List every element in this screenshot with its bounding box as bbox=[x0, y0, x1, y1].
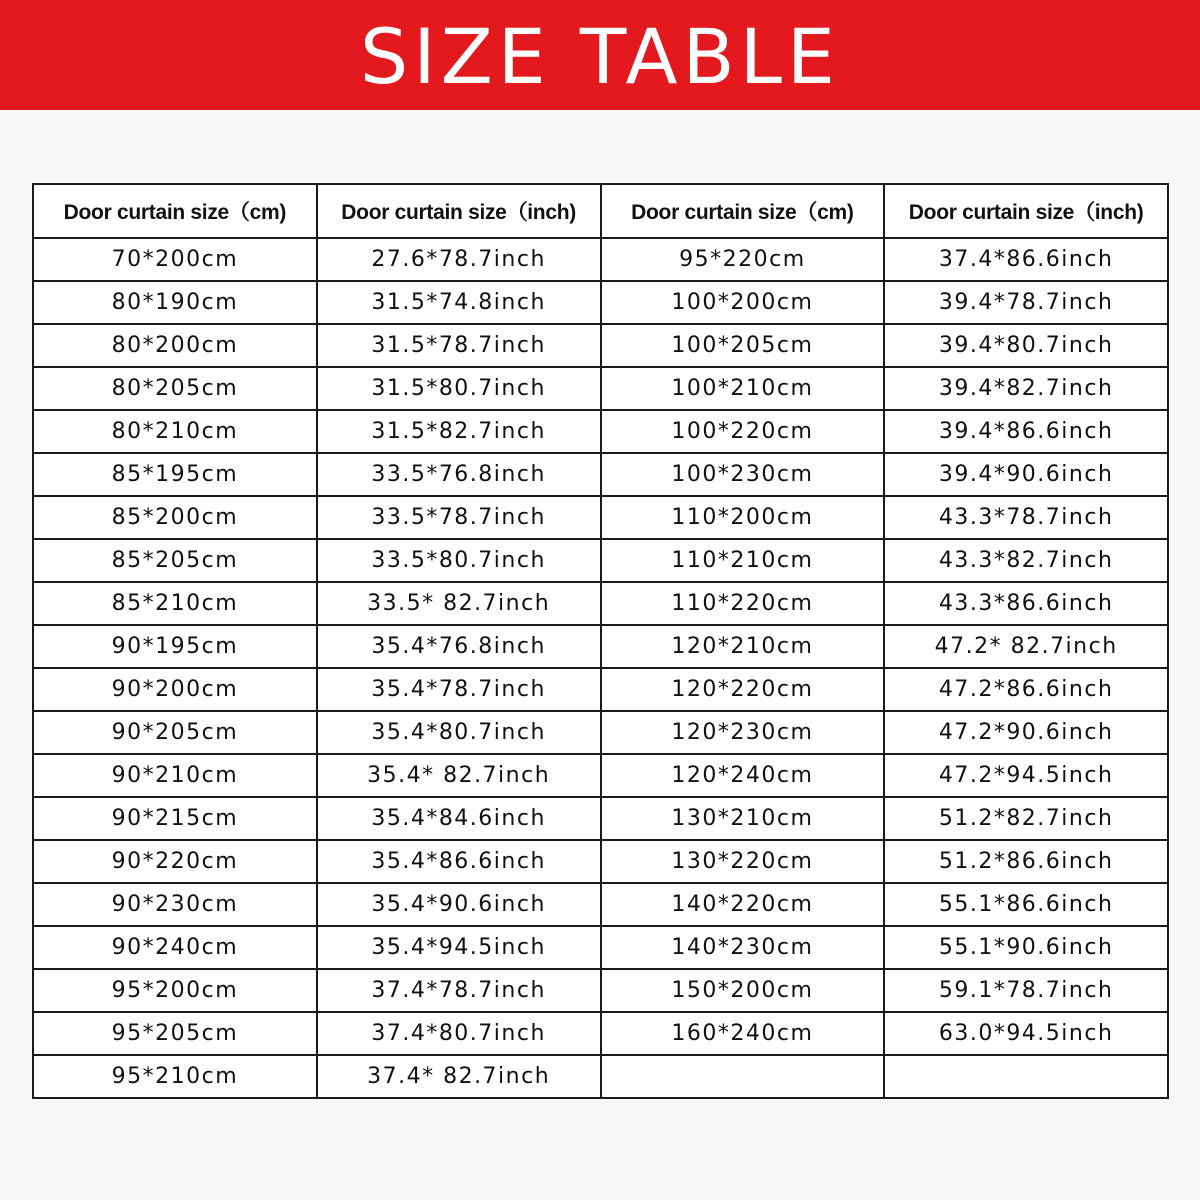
cell-inch-1: 33.5* 82.7inch bbox=[317, 582, 601, 625]
table-row bbox=[33, 1055, 1168, 1098]
cell-cm-1: 85*200cm bbox=[33, 496, 317, 539]
table-row bbox=[33, 883, 1168, 926]
cell-cm-1: 85*195cm bbox=[33, 453, 317, 496]
cell-cm-2: 130*220cm bbox=[601, 840, 885, 883]
cell-inch-1: 31.5*80.7inch bbox=[317, 367, 601, 410]
table-row bbox=[33, 754, 1168, 797]
table-row bbox=[33, 496, 1168, 539]
size-table bbox=[32, 183, 1169, 1099]
cell-inch-1: 35.4* 82.7inch bbox=[317, 754, 601, 797]
cell-cm-1: 90*210cm bbox=[33, 754, 317, 797]
cell-cm-1: 95*210cm bbox=[33, 1055, 317, 1098]
cell-inch-2: 59.1*78.7inch bbox=[884, 969, 1168, 1012]
cell-cm-2: 110*200cm bbox=[601, 496, 885, 539]
cell-cm-1: 80*200cm bbox=[33, 324, 317, 367]
cell-inch-1: 35.4*78.7inch bbox=[317, 668, 601, 711]
cell-cm-2: 130*210cm bbox=[601, 797, 885, 840]
table-row bbox=[33, 969, 1168, 1012]
cell-cm-2: 100*205cm bbox=[601, 324, 885, 367]
table-row bbox=[33, 582, 1168, 625]
cell-inch-2: 55.1*90.6inch bbox=[884, 926, 1168, 969]
cell-inch-1: 33.5*80.7inch bbox=[317, 539, 601, 582]
header-cm-2: Door curtain size（cm) bbox=[601, 184, 885, 238]
cell-cm-2: 120*240cm bbox=[601, 754, 885, 797]
cell-cm-2: 140*230cm bbox=[601, 926, 885, 969]
cell-inch-1: 35.4*94.5inch bbox=[317, 926, 601, 969]
cell-cm-1: 90*240cm bbox=[33, 926, 317, 969]
table-row bbox=[33, 324, 1168, 367]
table-row bbox=[33, 453, 1168, 496]
cell-inch-2: 55.1*86.6inch bbox=[884, 883, 1168, 926]
cell-cm-2: 100*230cm bbox=[601, 453, 885, 496]
table-row bbox=[33, 711, 1168, 754]
cell-inch-2: 39.4*90.6inch bbox=[884, 453, 1168, 496]
cell-cm-2: 120*230cm bbox=[601, 711, 885, 754]
cell-cm-2: 120*210cm bbox=[601, 625, 885, 668]
cell-cm-1: 70*200cm bbox=[33, 238, 317, 281]
cell-inch-1: 37.4* 82.7inch bbox=[317, 1055, 601, 1098]
cell-cm-2: 110*220cm bbox=[601, 582, 885, 625]
cell-inch-1: 37.4*80.7inch bbox=[317, 1012, 601, 1055]
table-row bbox=[33, 625, 1168, 668]
title-banner bbox=[0, 0, 1200, 110]
cell-cm-2: 100*210cm bbox=[601, 367, 885, 410]
cell-cm-1: 90*230cm bbox=[33, 883, 317, 926]
cell-cm-2: 95*220cm bbox=[601, 238, 885, 281]
cell-cm-2: 140*220cm bbox=[601, 883, 885, 926]
cell-cm-1: 90*195cm bbox=[33, 625, 317, 668]
cell-inch-1: 35.4*76.8inch bbox=[317, 625, 601, 668]
cell-inch-1: 31.5*78.7inch bbox=[317, 324, 601, 367]
cell-inch-2: 39.4*80.7inch bbox=[884, 324, 1168, 367]
header-row bbox=[33, 184, 1168, 238]
cell-inch-1: 27.6*78.7inch bbox=[317, 238, 601, 281]
cell-inch-2 bbox=[884, 1055, 1168, 1098]
cell-inch-1: 37.4*78.7inch bbox=[317, 969, 601, 1012]
cell-cm-2: 120*220cm bbox=[601, 668, 885, 711]
cell-inch-1: 35.4*90.6inch bbox=[317, 883, 601, 926]
cell-cm-2: 100*220cm bbox=[601, 410, 885, 453]
cell-cm-1: 90*205cm bbox=[33, 711, 317, 754]
cell-cm-1: 95*200cm bbox=[33, 969, 317, 1012]
cell-inch-2: 51.2*86.6inch bbox=[884, 840, 1168, 883]
cell-inch-1: 35.4*86.6inch bbox=[317, 840, 601, 883]
cell-inch-2: 39.4*86.6inch bbox=[884, 410, 1168, 453]
cell-cm-2: 160*240cm bbox=[601, 1012, 885, 1055]
cell-inch-2: 37.4*86.6inch bbox=[884, 238, 1168, 281]
header-inch-2: Door curtain size（inch) bbox=[884, 184, 1168, 238]
cell-cm-2: 150*200cm bbox=[601, 969, 885, 1012]
table-row bbox=[33, 367, 1168, 410]
header-inch-1: Door curtain size（inch) bbox=[317, 184, 601, 238]
cell-inch-2: 51.2*82.7inch bbox=[884, 797, 1168, 840]
cell-inch-2: 63.0*94.5inch bbox=[884, 1012, 1168, 1055]
cell-inch-1: 31.5*74.8inch bbox=[317, 281, 601, 324]
cell-cm-1: 95*205cm bbox=[33, 1012, 317, 1055]
header-cm-1: Door curtain size（cm) bbox=[33, 184, 317, 238]
cell-inch-2: 43.3*82.7inch bbox=[884, 539, 1168, 582]
table-row bbox=[33, 410, 1168, 453]
cell-cm-1: 80*205cm bbox=[33, 367, 317, 410]
table-row bbox=[33, 539, 1168, 582]
cell-cm-1: 80*190cm bbox=[33, 281, 317, 324]
table-row bbox=[33, 840, 1168, 883]
page-title: SIZE TABLE bbox=[360, 12, 840, 101]
cell-inch-2: 47.2*86.6inch bbox=[884, 668, 1168, 711]
table-row bbox=[33, 668, 1168, 711]
cell-inch-2: 43.3*78.7inch bbox=[884, 496, 1168, 539]
cell-inch-2: 39.4*78.7inch bbox=[884, 281, 1168, 324]
cell-inch-1: 31.5*82.7inch bbox=[317, 410, 601, 453]
size-table-container bbox=[32, 183, 1169, 1099]
cell-inch-1: 33.5*78.7inch bbox=[317, 496, 601, 539]
table-row bbox=[33, 238, 1168, 281]
cell-cm-2 bbox=[601, 1055, 885, 1098]
cell-cm-1: 90*200cm bbox=[33, 668, 317, 711]
cell-inch-2: 43.3*86.6inch bbox=[884, 582, 1168, 625]
cell-inch-1: 35.4*84.6inch bbox=[317, 797, 601, 840]
cell-inch-2: 47.2*90.6inch bbox=[884, 711, 1168, 754]
table-row bbox=[33, 926, 1168, 969]
table-row bbox=[33, 797, 1168, 840]
cell-inch-1: 35.4*80.7inch bbox=[317, 711, 601, 754]
table-body bbox=[33, 238, 1168, 1098]
cell-cm-1: 80*210cm bbox=[33, 410, 317, 453]
table-row bbox=[33, 1012, 1168, 1055]
cell-cm-1: 85*205cm bbox=[33, 539, 317, 582]
cell-cm-2: 110*210cm bbox=[601, 539, 885, 582]
cell-inch-1: 33.5*76.8inch bbox=[317, 453, 601, 496]
cell-cm-2: 100*200cm bbox=[601, 281, 885, 324]
cell-inch-2: 47.2* 82.7inch bbox=[884, 625, 1168, 668]
cell-cm-1: 90*220cm bbox=[33, 840, 317, 883]
cell-inch-2: 47.2*94.5inch bbox=[884, 754, 1168, 797]
cell-cm-1: 90*215cm bbox=[33, 797, 317, 840]
cell-cm-1: 85*210cm bbox=[33, 582, 317, 625]
cell-inch-2: 39.4*82.7inch bbox=[884, 367, 1168, 410]
table-row bbox=[33, 281, 1168, 324]
